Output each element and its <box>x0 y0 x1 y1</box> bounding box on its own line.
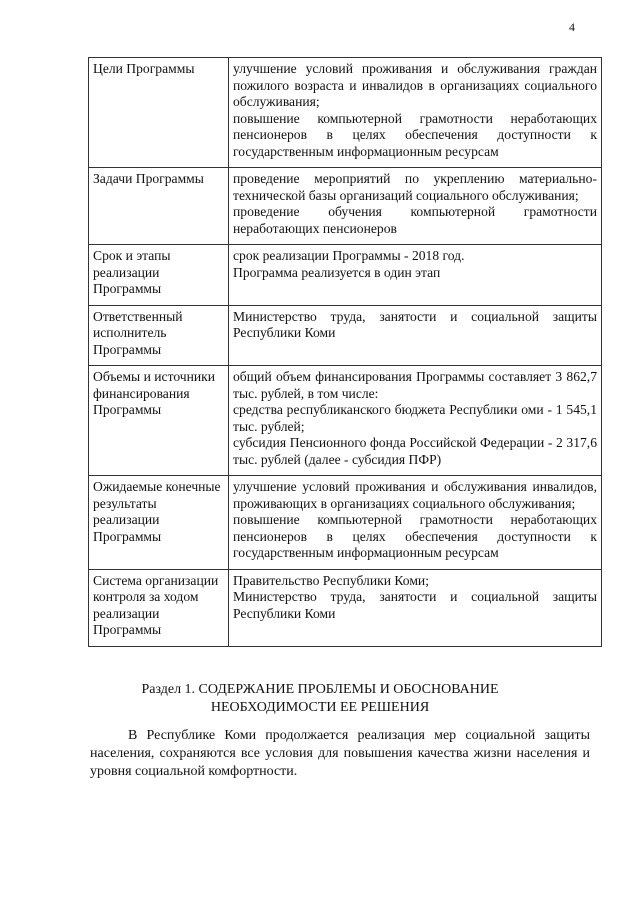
passport-row <box>89 58 602 168</box>
section-title-line-1: Раздел 1. СОДЕРЖАНИЕ ПРОБЛЕМЫ И ОБОСНОВАНИЕ <box>141 682 499 697</box>
passport-value-item: повышение компьютерной грамотности неработающих пенсионеров в целях обеспечения доступности к государственным информационным ресурсам <box>233 512 597 560</box>
passport-row-value <box>229 476 602 570</box>
passport-row-value <box>229 58 602 168</box>
passport-value-item: Правительство Республики Коми; <box>233 572 429 588</box>
passport-value-item: срок реализации Программы - 2018 год. <box>233 248 465 263</box>
passport-row-value <box>229 305 602 366</box>
passport-row-value <box>229 569 602 646</box>
section-title-line-2: НЕОБХОДИМОСТИ ЕЕ РЕШЕНИЯ <box>210 700 430 715</box>
passport-value-item: повышение компьютерной грамотности неработающих пенсионеров в целях обеспечения доступности к государственным информационным ресурсам <box>233 110 597 159</box>
passport-row-label: Ответственный исполнитель Программы <box>89 305 229 366</box>
passport-value-item: средства республиканского бюджета Республики оми - 1 545,1 тыс. рублей; <box>233 402 597 434</box>
program-passport-table <box>88 57 602 647</box>
passport-row-label: Задачи Программы <box>89 168 229 245</box>
passport-value-item: Программа реализуется в один этап <box>233 264 441 280</box>
passport-row <box>89 476 602 570</box>
passport-row-label: Система организации контроля за ходом реализации Программы <box>89 569 229 646</box>
passport-row <box>89 245 602 306</box>
passport-row-label: Цели Программы <box>89 58 229 168</box>
passport-row <box>89 168 602 245</box>
section-paragraph: В Республике Коми продолжается реализация мер социальной защиты населения, сохраняются все условия для повышения качества жизни населения и уровня социальной комфортности. <box>90 728 590 779</box>
section-title <box>90 681 550 717</box>
passport-row <box>89 569 602 646</box>
passport-row-label: Объемы и источники финансирования Программы <box>89 366 229 476</box>
passport-row-label: Ожидаемые конечные результаты реализации Программы <box>89 476 229 570</box>
passport-row-label: Срок и этапы реализации Программы <box>89 245 229 306</box>
passport-value-item: субсидия Пенсионного фонда Российской Федерации - 2 317,6 тыс. рублей (далее - субсидия ПФР) <box>233 435 597 467</box>
passport-value-item: улучшение условий проживания и обслуживания граждан пожилого возраста и инвалидов в организациях социального обслуживания; <box>233 61 597 109</box>
passport-value-item: улучшение условий проживания и обслуживания инвалидов, проживающих в организациях социального обслуживания; <box>233 479 597 511</box>
passport-value-item: Министерство труда, занятости и социальной защиты Республики Коми <box>233 308 597 340</box>
passport-value-item: общий объем финансирования Программы составляет 3 862,7 тыс. рублей, в том числе: <box>233 369 597 401</box>
passport-row-value <box>229 168 602 245</box>
passport-row-value <box>229 245 602 306</box>
page-number: 4 <box>569 20 575 34</box>
passport-value-item: Министерство труда, занятости и социальной защиты Республики Коми <box>233 589 597 621</box>
passport-value-item: проведение мероприятий по укреплению материально-технической базы организаций социального обслуживания; <box>233 171 597 203</box>
passport-row <box>89 366 602 476</box>
passport-row <box>89 305 602 366</box>
passport-value-item: проведение обучения компьютерной грамотности неработающих пенсионеров <box>233 204 597 236</box>
passport-row-value <box>229 366 602 476</box>
